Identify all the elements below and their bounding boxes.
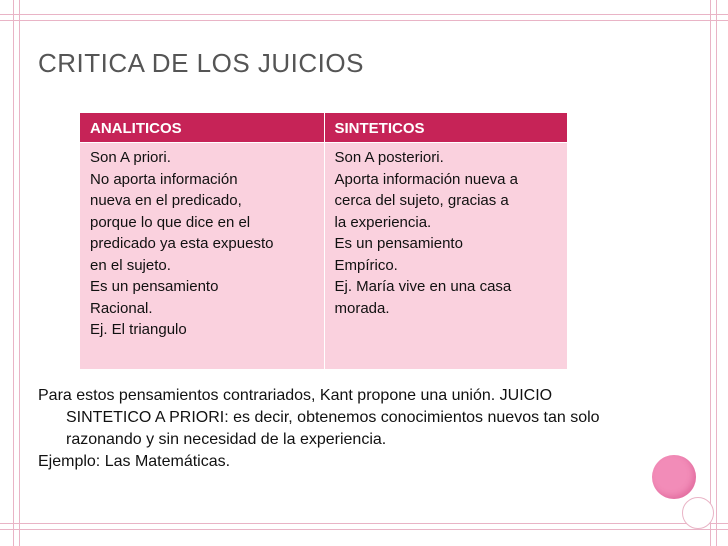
cell-line: en el sujeto.	[90, 256, 171, 274]
cell-line: Son A posteriori.	[334, 149, 444, 166]
juicios-table	[80, 113, 568, 369]
cell-line: Ej. El triangulo	[90, 321, 187, 338]
cell-line: predicado ya esta expuesto	[90, 235, 274, 252]
cell-line: Es un pensamiento	[90, 278, 219, 295]
cell-line: Aporta información nueva a	[334, 170, 518, 188]
frame-line	[13, 0, 14, 546]
paragraph-line: Para estos pensamientos contrariados, Kant propone una unión. JUICIO	[38, 387, 553, 404]
white-circle-icon	[682, 497, 714, 529]
slide-title: CRITICA DE LOS JUICIOS	[38, 48, 364, 78]
decorative-circles	[652, 455, 728, 546]
table-header-row	[80, 113, 568, 143]
header-analiticos: ANALITICOS	[80, 113, 324, 143]
table-row	[80, 143, 568, 370]
cell-line: Ej. María vive en una casa	[334, 278, 512, 295]
cell-line: cerca del sujeto, gracias a	[334, 192, 509, 209]
cell-line: Racional.	[90, 299, 153, 317]
cell-line: Son A priori.	[90, 149, 171, 166]
pink-circle-icon	[652, 455, 696, 499]
cell-line: Empírico.	[334, 256, 398, 274]
body-text	[38, 385, 698, 473]
paragraph-line: SINTETICO A PRIORI: es decir, obtenemos conocimientos nuevos tan solo	[66, 409, 600, 426]
cell-line: Es un pensamiento	[334, 235, 463, 252]
frame-line	[0, 14, 728, 15]
cell-line: porque lo que dice en el	[90, 213, 251, 231]
cell-line: morada.	[334, 299, 390, 317]
frame-line	[0, 20, 728, 21]
frame-line	[19, 0, 20, 546]
cell-line: la experiencia.	[334, 213, 432, 231]
frame-line	[0, 529, 728, 530]
example-line: Ejemplo: Las Matemáticas.	[38, 453, 231, 470]
cell-sinteticos	[324, 143, 568, 370]
header-sinteticos: SINTETICOS	[324, 113, 568, 143]
cell-analiticos	[80, 143, 324, 370]
cell-line: nueva en el predicado,	[90, 192, 242, 209]
cell-line: No aporta información	[90, 170, 238, 188]
frame-line	[0, 523, 728, 524]
paragraph-line: razonando y sin necesidad de la experiencia.	[66, 431, 387, 448]
